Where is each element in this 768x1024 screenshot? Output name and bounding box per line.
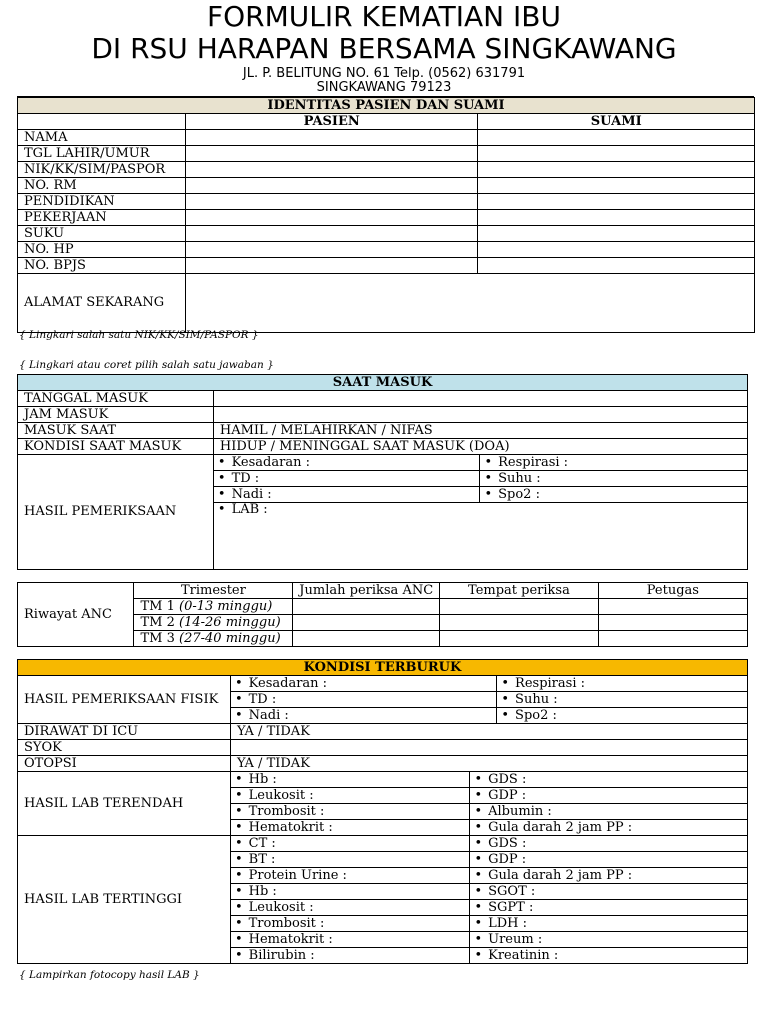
fisik-kesadaran[interactable]: • Kesadaran : xyxy=(230,676,496,692)
masuk-kesadaran[interactable]: • Kesadaran : xyxy=(213,455,480,471)
masuk-saat-options[interactable]: HAMIL / MELAHIRKAN / NIFAS xyxy=(213,423,747,439)
anc-tm3-tempat[interactable] xyxy=(440,631,599,647)
identitas-section-title: IDENTITAS PASIEN DAN SUAMI xyxy=(18,98,755,114)
lab-tinggi-ldh[interactable]: • LDH : xyxy=(470,916,748,932)
input-pasien-nama[interactable] xyxy=(185,130,478,146)
lab-rendah-label: HASIL LAB TERENDAH xyxy=(18,772,231,836)
lab-tinggi-ct[interactable]: • CT : xyxy=(230,836,469,852)
row-no-hp: NO. HP xyxy=(18,242,186,258)
lab-tinggi-hematokrit[interactable]: • Hematokrit : xyxy=(230,932,469,948)
input-pasien-suku[interactable] xyxy=(185,226,478,242)
fisik-respirasi[interactable]: • Respirasi : xyxy=(497,676,748,692)
fisik-spo2[interactable]: • Spo2 : xyxy=(497,708,748,724)
lab-tinggi-sgpt[interactable]: • SGPT : xyxy=(470,900,748,916)
lab-tinggi-ureum[interactable]: • Ureum : xyxy=(470,932,748,948)
icu-label: DIRAWAT DI ICU xyxy=(18,724,231,740)
masuk-lab[interactable]: • LAB : xyxy=(213,503,747,570)
jam-masuk-input[interactable] xyxy=(213,407,747,423)
input-pasien-hp[interactable] xyxy=(185,242,478,258)
row-pendidikan: PENDIDIKAN xyxy=(18,194,186,210)
lab-tinggi-gds[interactable]: • GDS : xyxy=(470,836,748,852)
masuk-nadi[interactable]: • Nadi : xyxy=(213,487,480,503)
anc-label: Riwayat ANC xyxy=(18,583,134,647)
masuk-spo2[interactable]: • Spo2 : xyxy=(480,487,748,503)
tanggal-masuk-input[interactable] xyxy=(213,391,747,407)
anc-tm1-petugas[interactable] xyxy=(598,599,747,615)
masuk-td[interactable]: • TD : xyxy=(213,471,480,487)
row-alamat: ALAMAT SEKARANG xyxy=(18,274,186,333)
anc-header-trimester: Trimester xyxy=(134,583,293,599)
row-nik: NIK/KK/SIM/PASPOR xyxy=(18,162,186,178)
row-suku: SUKU xyxy=(18,226,186,242)
icu-options[interactable]: YA / TIDAK xyxy=(230,724,747,740)
lab-tinggi-leukosit[interactable]: • Leukosit : xyxy=(230,900,469,916)
input-pasien-bpjs[interactable] xyxy=(185,258,478,274)
hospital-address: JL. P. BELITUNG NO. 61 Telp. (0562) 631791 xyxy=(242,66,526,81)
anc-table xyxy=(17,582,748,647)
otopsi-label: OTOPSI xyxy=(18,756,231,772)
lab-rendah-trombosit[interactable]: • Trombosit : xyxy=(230,804,469,820)
lab-rendah-hb[interactable]: • Hb : xyxy=(230,772,469,788)
col-suami: SUAMI xyxy=(478,114,755,130)
anc-tm1-tempat[interactable] xyxy=(440,599,599,615)
input-suami-nama[interactable] xyxy=(478,130,755,146)
input-suami-pekerjaan[interactable] xyxy=(478,210,755,226)
anc-header-tempat: Tempat periksa xyxy=(440,583,599,599)
kondisi-terburuk-table xyxy=(17,659,748,964)
hospital-title: DI RSU HARAPAN BERSAMA SINGKAWANG xyxy=(91,32,677,65)
lab-tinggi-bilirubin[interactable]: • Bilirubin : xyxy=(230,948,469,964)
hasil-pemeriksaan-label: HASIL PEMERIKSAAN xyxy=(18,455,214,570)
row-pekerjaan: PEKERJAAN xyxy=(18,210,186,226)
kondisi-masuk-options[interactable]: HIDUP / MENINGGAL SAAT MASUK (DOA) xyxy=(213,439,747,455)
input-suami-suku[interactable] xyxy=(478,226,755,242)
lab-tinggi-protein-urine[interactable]: • Protein Urine : xyxy=(230,868,469,884)
syok-input[interactable] xyxy=(230,740,747,756)
anc-tm2-petugas[interactable] xyxy=(598,615,747,631)
input-suami-tgl[interactable] xyxy=(478,146,755,162)
lab-rendah-gula-pp[interactable]: • Gula darah 2 jam PP : xyxy=(470,820,748,836)
lab-tinggi-sgot[interactable]: • SGOT : xyxy=(470,884,748,900)
fisik-suhu[interactable]: • Suhu : xyxy=(497,692,748,708)
note-nik: { Lingkari salah satu NIK/KK/SIM/PASPOR } xyxy=(19,329,259,341)
hospital-city: SINGKAWANG 79123 xyxy=(316,80,452,95)
anc-tm2-jumlah[interactable] xyxy=(293,615,440,631)
masuk-saat-label: MASUK SAAT xyxy=(18,423,214,439)
lab-rendah-gds[interactable]: • GDS : xyxy=(470,772,748,788)
form-title: FORMULIR KEMATIAN IBU xyxy=(207,0,561,33)
lab-tinggi-trombosit[interactable]: • Trombosit : xyxy=(230,916,469,932)
row-no-bpjs: NO. BPJS xyxy=(18,258,186,274)
otopsi-options[interactable]: YA / TIDAK xyxy=(230,756,747,772)
lab-rendah-hematokrit[interactable]: • Hematokrit : xyxy=(230,820,469,836)
kondisi-terburuk-section-title: KONDISI TERBURUK xyxy=(18,660,748,676)
input-suami-pendidikan[interactable] xyxy=(478,194,755,210)
input-pasien-pendidikan[interactable] xyxy=(185,194,478,210)
fisik-nadi[interactable]: • Nadi : xyxy=(230,708,496,724)
saat-masuk-section-title: SAAT MASUK xyxy=(18,375,748,391)
lab-tinggi-label: HASIL LAB TERTINGGI xyxy=(18,836,231,964)
input-pasien-tgl[interactable] xyxy=(185,146,478,162)
fisik-td[interactable]: • TD : xyxy=(230,692,496,708)
anc-tm2-tempat[interactable] xyxy=(440,615,599,631)
jam-masuk-label: JAM MASUK xyxy=(18,407,214,423)
masuk-suhu[interactable]: • Suhu : xyxy=(480,471,748,487)
identitas-table xyxy=(17,97,755,333)
fisik-label: HASIL PEMERIKSAAN FISIK xyxy=(18,676,231,724)
lab-rendah-gdp[interactable]: • GDP : xyxy=(470,788,748,804)
input-suami-bpjs[interactable] xyxy=(478,258,755,274)
row-nama: NAMA xyxy=(18,130,186,146)
input-alamat[interactable] xyxy=(185,274,754,333)
masuk-respirasi[interactable]: • Respirasi : xyxy=(480,455,748,471)
input-pasien-rm[interactable] xyxy=(185,178,478,194)
anc-tm1-jumlah[interactable] xyxy=(293,599,440,615)
lab-tinggi-hb[interactable]: • Hb : xyxy=(230,884,469,900)
lab-tinggi-bt[interactable]: • BT : xyxy=(230,852,469,868)
lab-tinggi-gdp[interactable]: • GDP : xyxy=(470,852,748,868)
lab-tinggi-gula-pp[interactable]: • Gula darah 2 jam PP : xyxy=(470,868,748,884)
anc-tm1: TM 1 (0-13 minggu) xyxy=(134,599,293,615)
tanggal-masuk-label: TANGGAL MASUK xyxy=(18,391,214,407)
anc-header-jumlah: Jumlah periksa ANC xyxy=(293,583,440,599)
input-suami-rm[interactable] xyxy=(478,178,755,194)
row-no-rm: NO. RM xyxy=(18,178,186,194)
anc-tm3: TM 3 (27-40 minggu) xyxy=(134,631,293,647)
blank-header xyxy=(18,114,186,130)
col-pasien: PASIEN xyxy=(185,114,478,130)
lab-rendah-leukosit[interactable]: • Leukosit : xyxy=(230,788,469,804)
lab-rendah-albumin[interactable]: • Albumin : xyxy=(470,804,748,820)
note-jawaban: { Lingkari atau coret pilih salah satu jawaban } xyxy=(19,359,274,371)
input-pasien-nik[interactable] xyxy=(185,162,478,178)
anc-tm3-jumlah[interactable] xyxy=(293,631,440,647)
lab-tinggi-kreatinin[interactable]: • Kreatinin : xyxy=(470,948,748,964)
input-suami-nik[interactable] xyxy=(478,162,755,178)
note-lampirkan: { Lampirkan fotocopy hasil LAB } xyxy=(19,969,200,981)
row-tgl-lahir: TGL LAHIR/UMUR xyxy=(18,146,186,162)
input-pasien-pekerjaan[interactable] xyxy=(185,210,478,226)
syok-label: SYOK xyxy=(18,740,231,756)
input-suami-hp[interactable] xyxy=(478,242,755,258)
anc-header-petugas: Petugas xyxy=(598,583,747,599)
kondisi-masuk-label: KONDISI SAAT MASUK xyxy=(18,439,214,455)
anc-tm3-petugas[interactable] xyxy=(598,631,747,647)
saat-masuk-table xyxy=(17,374,748,570)
anc-tm2: TM 2 (14-26 minggu) xyxy=(134,615,293,631)
